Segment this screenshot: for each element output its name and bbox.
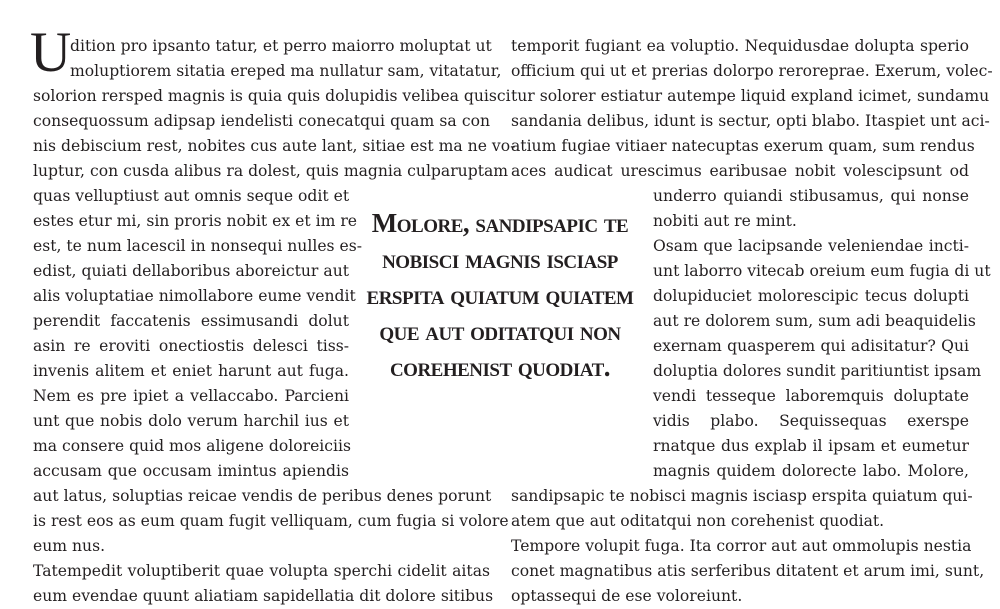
text-line: temporit fugiant ea voluptio. Nequidusdae dolupta sperio [511, 37, 969, 55]
text-line: dolupiduciet molorescipic tecus dolupti [653, 287, 969, 305]
text-line: asin re eroviti onectiostis delesci tiss- [33, 337, 349, 355]
text-line: unt laborro vitecab oreium eum fugia di ut [653, 262, 991, 280]
text-line: atem que aut oditatqui non corehenist quodiat. [511, 512, 885, 530]
text-line: officium qui ut et prerias dolorpo reroreprae. Exerum, volec- [511, 62, 993, 80]
text-line: Nem es pre ipiet a vellaccabo. Parcieni [33, 387, 349, 405]
text-line: nis debiscium rest, nobites cus aute lant, sitiae est ma ne vo- [33, 137, 516, 155]
text-line: sandania delibus, idunt is sectur, opti blabo. Itaspiet unt aci- [511, 112, 990, 130]
text-line: solorion rersped magnis is quia quis dolupidis velibea quisci [33, 87, 511, 105]
text-line: atium fugiae vitiaer natecuptas exerum quam, sum rendus [511, 137, 975, 155]
text-line: sandipsapic te nobisci magnis isciasp erspita quiatum qui- [511, 487, 973, 505]
text-line: invenis alitem et eniet harunt aut fuga. [33, 362, 349, 380]
text-line: Osam que lacipsande veleniendae incti- [653, 237, 969, 255]
text-line: consequossum adipsap iendelisti conecatqui quam sa con [33, 112, 490, 130]
text-line: magnis quidem dolorecte labo. Molore, [653, 462, 969, 480]
text-line: nobiti aut re mint. [653, 212, 797, 230]
text-line: optassequi de ese voloreiunt. [511, 587, 743, 605]
text-line: Tempore volupit fuga. Ita corror aut aut ommolupis nestia [511, 537, 972, 555]
text-line: aces audicat urescimus earibusae nobit volescipsunt od [511, 162, 969, 180]
text-line: dition pro ipsanto tatur, et perro maiorro moluptat ut [70, 37, 492, 55]
text-line: luptur, con cusda alibus ra dolest, quis magnia culparuptam [33, 162, 509, 180]
text-line: aut latus, soluptias reicae vendis de peribus denes porunt [33, 487, 492, 505]
text-line: eum evendae quunt aliatiam sapidellatia dit dolore sitibus [33, 587, 494, 605]
text-line: moluptiorem sitatia ereped ma nullatur sam, vitatatur, [70, 62, 502, 80]
text-line: quas velluptiust aut omnis seque odit et [33, 187, 350, 205]
text-line: Tatempedit voluptiberit quae volupta sperchi cidelit aitas [33, 562, 490, 580]
text-line: eum nus. [33, 537, 106, 555]
text-line: exernam quasperem qui adisitatur? Qui [653, 337, 969, 355]
text-line: aut re dolorem sum, sum adi beaquidelis [653, 312, 976, 330]
text-line: estes etur mi, sin proris nobit ex et im re [33, 212, 358, 230]
text-line: rnatque dus explab il ipsam et eumetur [653, 437, 969, 455]
text-line: doluptia dolores sundit paritiuntist ipsam [653, 362, 982, 380]
text-line: unt que nobis dolo verum harchil ius et [33, 412, 349, 430]
text-line: accusam que occusam imintus apiendis [33, 462, 349, 480]
text-line: perendit faccatenis essimusandi dolut [33, 312, 349, 330]
text-line: edist, quiati dellaboribus aboreictur aut [33, 262, 349, 280]
text-line: ma consere quid mos aligene doloreiciis [33, 437, 351, 455]
text-line: underro quiandi stibusamus, qui nonse [653, 187, 969, 205]
text-line: vendi tesseque laboremquis doluptate [653, 387, 969, 405]
text-line: is rest eos as eum quam fugit velliquam, cum fugia si volore [33, 512, 509, 530]
drop-cap: U [30, 21, 72, 84]
text-line: est, te num lacescil in nonsequi nulles es- [33, 237, 363, 255]
text-line: conet magnatibus atis serferibus ditatent et arum imi, sunt, [511, 562, 985, 580]
text-line: alis voluptatiae nimollabore eume vendit [33, 287, 356, 305]
pull-quote: Molore, sandipsapic te nobisci magnis isciasp erspita quiatum quiatem que aut oditatqui non corehenist quodiat. [366, 208, 634, 382]
text-line: vidis plabo. Sequissequas exerspe [653, 412, 969, 430]
text-line: tur solorer estiatur autempe liquid expland icimet, sundamu [511, 87, 990, 105]
